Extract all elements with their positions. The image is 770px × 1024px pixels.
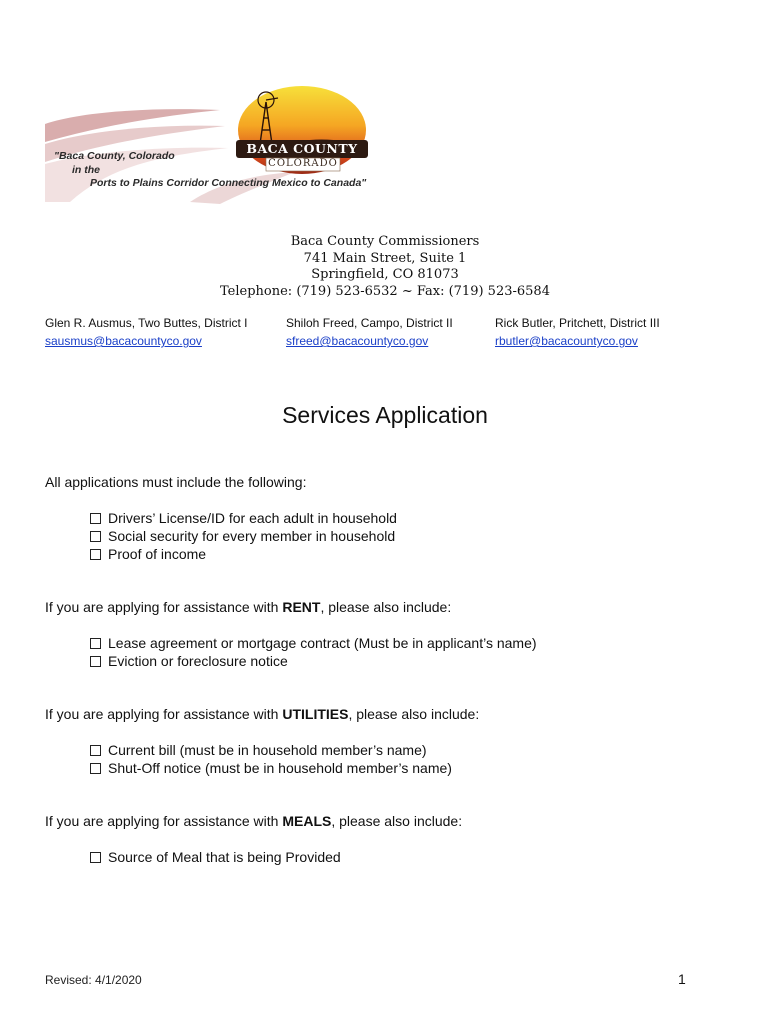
list-item-text: Social security for every member in household xyxy=(108,528,396,544)
utilities-heading-prefix: If you are applying for assistance with xyxy=(45,706,283,722)
checkbox-icon xyxy=(90,852,101,863)
county-logo xyxy=(40,82,370,207)
list-item-text: Shut-Off notice (must be in household member’s name) xyxy=(108,760,452,776)
page-title: Services Application xyxy=(282,402,488,428)
list-item xyxy=(90,741,452,759)
commissioner-name: Shiloh Freed, Campo, District II xyxy=(286,316,453,330)
commissioner-name: Glen R. Ausmus, Two Buttes, District I xyxy=(45,316,248,330)
slogan-line-3: Ports to Plains Corridor Connecting Mexico to Canada" xyxy=(90,177,367,189)
slogan-line-1: "Baca County, Colorado xyxy=(54,150,175,162)
checkbox-icon xyxy=(90,763,101,774)
intro-text: All applications must include the following: xyxy=(45,474,307,490)
list-item xyxy=(90,848,341,866)
rent-heading-suffix: , please also include: xyxy=(320,599,452,615)
list-item xyxy=(90,634,537,652)
address-street: 741 Main Street, Suite 1 xyxy=(303,250,467,266)
logo-slogan xyxy=(54,150,366,191)
utilities-heading xyxy=(45,706,479,722)
logo-badge-title: BACA COUNTY xyxy=(246,141,358,156)
list-item xyxy=(90,652,537,670)
commissioner-3 xyxy=(495,314,660,350)
list-item xyxy=(90,509,397,527)
list-item-text: Lease agreement or mortgage contract (Must be in applicant’s name) xyxy=(108,635,537,651)
meals-heading-prefix: If you are applying for assistance with xyxy=(45,813,283,829)
slogan-line-2: in the xyxy=(72,163,100,176)
list-item xyxy=(90,545,397,563)
commissioner-email-link[interactable]: rbutler@bacacountyco.gov xyxy=(495,334,638,348)
commissioner-2 xyxy=(286,314,453,350)
checkbox-icon xyxy=(90,513,101,524)
meals-heading-suffix: , please also include: xyxy=(331,813,463,829)
address-organization: Baca County Commissioners xyxy=(290,234,480,249)
checkbox-icon xyxy=(90,656,101,667)
meals-heading xyxy=(45,813,462,829)
meals-items-list xyxy=(90,848,341,866)
address-block xyxy=(0,234,770,300)
checkbox-icon xyxy=(90,531,101,542)
rent-items-list xyxy=(90,634,537,670)
utilities-items-list xyxy=(90,741,452,777)
page-number: 1 xyxy=(678,971,686,987)
rent-heading xyxy=(45,599,451,615)
checkbox-icon xyxy=(90,638,101,649)
list-item-text: Proof of income xyxy=(108,546,207,562)
list-item-text: Drivers’ License/ID for each adult in household xyxy=(108,510,397,526)
commissioner-name: Rick Butler, Pritchett, District III xyxy=(495,316,660,330)
checkbox-icon xyxy=(90,549,101,560)
checkbox-icon xyxy=(90,745,101,756)
commissioner-email-link[interactable]: sfreed@bacacountyco.gov xyxy=(286,334,429,348)
commissioner-1 xyxy=(45,314,248,350)
meals-keyword: MEALS xyxy=(282,813,332,829)
list-item xyxy=(90,759,452,777)
revised-date: Revised: 4/1/2020 xyxy=(45,973,142,987)
list-item-text: Eviction or foreclosure notice xyxy=(108,653,288,669)
logo-badge-subtitle: COLORADO xyxy=(268,158,338,169)
rent-heading-prefix: If you are applying for assistance with xyxy=(45,599,283,615)
required-items-list xyxy=(90,509,397,563)
address-phone-fax: Telephone: (719) 523-6532 ~ Fax: (719) 523-6584 xyxy=(220,283,550,299)
utilities-heading-suffix: , please also include: xyxy=(348,706,480,722)
commissioner-email-link[interactable]: sausmus@bacacountyco.gov xyxy=(45,334,202,348)
utilities-keyword: UTILITIES xyxy=(282,706,349,722)
rent-keyword: RENT xyxy=(282,599,321,615)
list-item-text: Source of Meal that is being Provided xyxy=(108,849,341,865)
address-city: Springfield, CO 81073 xyxy=(311,267,459,282)
list-item-text: Current bill (must be in household member’s name) xyxy=(108,742,427,758)
list-item xyxy=(90,527,397,545)
